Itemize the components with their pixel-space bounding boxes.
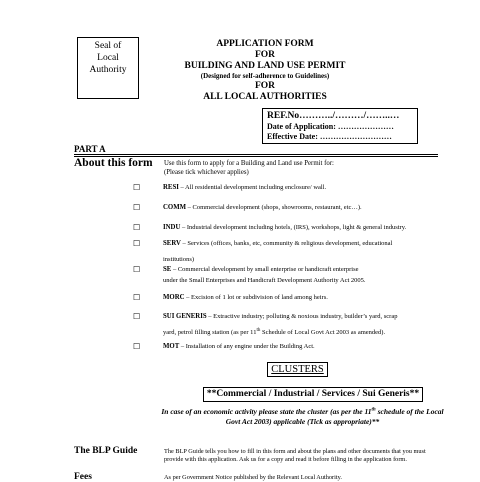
superscript: th bbox=[256, 327, 261, 333]
fees-title: Fees bbox=[74, 472, 92, 482]
reference-box bbox=[262, 108, 418, 144]
blp-guide-title: The BLP Guide bbox=[74, 446, 138, 456]
option-morc bbox=[163, 292, 438, 303]
option-code: MORC bbox=[163, 294, 185, 301]
option-comm bbox=[163, 202, 438, 213]
cluster-note-b: schedule of the Local Govt Act 2003) applicable (Tick as appropriate)** bbox=[225, 407, 444, 426]
seal-line-2: Local bbox=[97, 53, 119, 63]
form-header bbox=[150, 39, 380, 103]
header-title-2: FOR bbox=[254, 50, 276, 60]
seal-line-1: Seal of bbox=[94, 41, 122, 51]
option-serv bbox=[163, 238, 438, 265]
fees-text: As per Government Notice published by the Relevant Local Authority. bbox=[164, 474, 342, 481]
checkbox-sui-generis[interactable]: ☐ bbox=[133, 312, 141, 321]
option-code: SERV bbox=[163, 240, 181, 247]
ref-number: REF.No………../………/……..… bbox=[267, 111, 400, 121]
option-code: RESI bbox=[163, 184, 179, 191]
option-desc-2b: Schedule of Local Govt Act 2003 as amended). bbox=[260, 329, 386, 336]
option-indu bbox=[163, 222, 438, 233]
option-code: INDU bbox=[163, 224, 181, 231]
header-title-5: ALL LOCAL AUTHORITIES bbox=[203, 92, 327, 102]
option-code: MOT bbox=[163, 343, 180, 350]
date-of-application: Date of Application: ………………… bbox=[267, 122, 394, 131]
checkbox-indu[interactable]: ☐ bbox=[133, 223, 141, 232]
option-desc-2a: yard, petrol filling station (as per 11 bbox=[163, 329, 257, 336]
option-mot bbox=[163, 341, 438, 352]
checkbox-serv[interactable]: ☐ bbox=[133, 239, 141, 248]
option-code: COMM bbox=[163, 204, 187, 211]
about-text-line-2: (Please tick whichever applies) bbox=[164, 168, 249, 176]
effective-date: Effective Date: ……………………… bbox=[267, 132, 392, 141]
cluster-note bbox=[160, 407, 445, 427]
option-desc: – Extractive industry; polluting & noxious industry, builder’s yard, scrap bbox=[206, 313, 398, 320]
option-se bbox=[163, 264, 438, 286]
option-resi bbox=[163, 182, 438, 193]
header-title-1: APPLICATION FORM bbox=[216, 39, 314, 49]
checkbox-comm[interactable]: ☐ bbox=[133, 203, 141, 212]
option-desc: – All residential development including enclosure/ wall. bbox=[178, 184, 327, 191]
option-sui-generis bbox=[163, 311, 438, 338]
header-title-3: BUILDING AND LAND USE PERMIT bbox=[184, 61, 346, 71]
blp-guide-text: The BLP Guide tells you how to fill in this form and about the plans and other documents that you must provide with this application. Ask us for a copy and read it before filling in the application form. bbox=[164, 448, 426, 463]
option-desc: – Installation of any engine under the Building Act. bbox=[179, 343, 315, 350]
option-code: SE bbox=[163, 266, 172, 273]
option-desc-2: institutions) bbox=[163, 256, 195, 263]
option-desc-2: under the Small Enterprises and Handicraft Development Authority Act 2005. bbox=[163, 277, 366, 284]
option-desc: – Commercial development by small enterprise or handicraft enterprise bbox=[171, 266, 359, 273]
option-desc: – Excision of 1 lot or subdivision of land among heirs. bbox=[184, 294, 328, 301]
checkbox-mot[interactable]: ☐ bbox=[133, 342, 141, 351]
option-desc: – Services (offices, banks, etc, community & religious development, educational bbox=[180, 240, 393, 247]
part-heading: PART A bbox=[74, 144, 106, 154]
clusters-heading: CLUSTERS bbox=[271, 364, 324, 375]
superscript: th bbox=[371, 407, 376, 413]
checkbox-morc[interactable]: ☐ bbox=[133, 293, 141, 302]
seal-box bbox=[77, 37, 139, 99]
seal-line-3: Authority bbox=[89, 65, 127, 75]
cluster-note-a: In case of an economic activity please state the cluster (as per the 11 bbox=[161, 407, 372, 416]
section-divider bbox=[74, 154, 438, 155]
about-text-line-1: Use this form to apply for a Building and Land use Permit for: bbox=[164, 160, 334, 167]
option-desc-2 bbox=[163, 327, 438, 338]
cluster-categories: **Commercial / Industrial / Services / Sui Generis** bbox=[203, 387, 423, 402]
about-text bbox=[164, 160, 434, 177]
option-desc: – Industrial development including hotels, (IRS), workshops, light & general industry. bbox=[180, 224, 407, 231]
header-title-4: FOR bbox=[254, 81, 276, 91]
clusters-heading-box bbox=[267, 362, 328, 377]
checkbox-resi[interactable]: ☐ bbox=[133, 183, 141, 192]
header-subtitle: (Designed for self-adherence to Guidelines) bbox=[200, 72, 330, 80]
about-title: About this form bbox=[74, 157, 153, 169]
option-desc: – Commercial development (shops, showrooms, restaurant, etc…). bbox=[186, 204, 362, 211]
checkbox-se[interactable]: ☐ bbox=[133, 265, 141, 274]
option-code: SUI GENERIS bbox=[163, 313, 207, 320]
